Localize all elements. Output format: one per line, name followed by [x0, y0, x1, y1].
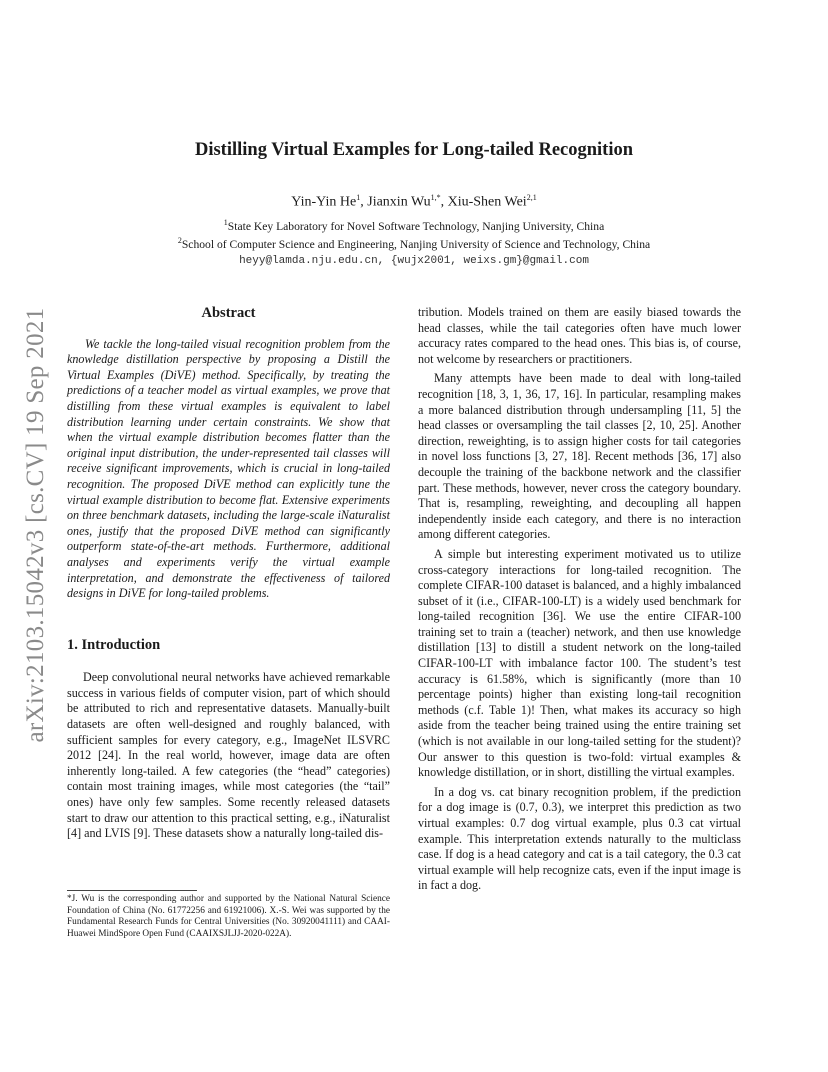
- section-heading-introduction: 1. Introduction: [67, 636, 161, 653]
- author-sup: 1,*: [430, 193, 441, 202]
- footnote: *J. Wu is the corresponding author and supported by the National Natural Science Foundation of China (No. 61772256 and 61921006). X.-S. Wei was supported by the Fundamental Research Funds for Central Universities (No. 30920041111) and CAAI-Huawei MindSpore Open Fund (CAAIXSJLJJ-2020-022A).: [67, 894, 390, 939]
- arxiv-id: arXiv:2103.15042v3 [cs.CV] 19 Sep 2021: [22, 307, 49, 743]
- abstract-heading: Abstract: [201, 305, 256, 321]
- abstract-text: We tackle the long-tailed visual recognition problem from the knowledge distillation perspective by proposing a Distill the Virtual Examples (DiVE) method. Specifically, by treating the predictions of a teacher model as virtual examples, we prove that distilling from these virtual examples is equivalent to label distribution learning under certain constraints. We show that when the virtual example distribution becomes flatter than the original input distribution, the under-represented tail classes will receive significant improvements, which is crucial in long-tailed recognition. The proposed DiVE method can explicitly tune the virtual example distribution to become flat. Extensive experiments on three benchmark datasets, including the large-scale iNaturalist ones, justify that the proposed DiVE method can significantly outperform state-of-the-art methods. Furthermore, additional analyses and experiments verify the virtual example interpretation, and demonstrate the effectiveness of tailored designs in DiVE for long-tailed problems.: [67, 336, 390, 601]
- intro-paragraph: Many attempts have been made to deal with long-tailed recognition [18, 3, 1, 36, 17, 16]. In particular, resampling makes a more balanced distribution through undersampling [11, 5] the head classes or oversampling the tail classes [2, 10, 25]. Another direction, reweighting, is to assign higher costs for tail categories in novel loss functions [3, 27, 18]. Recent methods [36, 17] also decouple the training of the backbone network and the classifier part. These methods, however, never cross the category boundary. That is, resampling, reweighting, and decoupling all happen independently inside each category, and there is no interaction among different categories.: [418, 371, 741, 542]
- author-list: Yin-Yin He$^1$, Jianxin $Wu^{1,*}$, Xiu-Shen Wei$^{2,1}$: [291, 193, 537, 210]
- intro-paragraph: In a dog vs. cat binary recognition problem, if the prediction for a dog image is (0.7, 0.3), we interpret this prediction as two virtual examples: 0.7 dog virtual example, plus 0.3 cat virtual example. This interpretation extends naturally to the multiclass case. If dog is a head category and cat is a tail category, the 0.3 cat virtual example will help recognize cats, even if the input image is in fact a dog.: [418, 784, 741, 893]
- affiliation: [0, 236, 828, 251]
- intro-paragraph: tribution. Models trained on them are easily biased towards the head classes, while the tail categories often have much lower accuracy rates compared to the head ones. This bias is, of course, not welcome by researchers or practitioners.: [418, 305, 741, 366]
- author-sup: 1: [356, 193, 361, 202]
- affiliation-sup: 2: [177, 236, 182, 245]
- footnote-divider: [67, 890, 197, 891]
- left-column: [67, 306, 390, 842]
- arxiv-sidebar-stamp: [16, 290, 56, 760]
- intro-paragraph: A simple but interesting experiment motivated us to utilize cross-category interactions for long-tailed recognition. The complete CIFAR-100 dataset is balanced, and a highly imbalanced subset of it (i.e., CIFAR-100-LT) is a widely used benchmark for long-tailed recognition [36]. We use the entire CIFAR-100 training set to train a (teacher) network, and then use knowledge distillation [13] to distill a student network on the long-tailed CIFAR-100-LT with imbalance factor 100. The student’s test accuracy is 61.58%, which is significantly (more than 10 percentage points) higher than existing long-tail recognition methods (c.f. Table 1)! Then, what makes its accuracy so high aside from the teacher being trained using the entire training set (which is not available in our long-tailed setting for the student)? Our answer to this question is two-fold: virtual examples & knowledge distillation, or in short, distilling the virtual examples.: [418, 546, 741, 780]
- paper-title: Distilling Virtual Examples for Long-tailed Recognition: [194, 140, 634, 160]
- right-column: [418, 305, 741, 894]
- affiliation: [0, 218, 828, 233]
- author-emails: heyy@lamda.nju.edu.cn, {wujx2001, weixs.gm}@gmail.com: [239, 255, 589, 267]
- affiliation-sup: 1: [223, 218, 228, 227]
- author-name: Xiu-Shen Wei: [447, 194, 527, 210]
- author-sup: 2,1: [526, 193, 537, 202]
- affiliation-text: School of Computer Science and Engineering, Nanjing University of Science and Technology, China: [181, 237, 651, 251]
- author-name: Jianxin Wu: [367, 194, 431, 210]
- affiliation-text: State Key Laboratory for Novel Software Technology, Nanjing University, China: [227, 219, 605, 233]
- intro-paragraph: Deep convolutional neural networks have achieved remarkable success in various fields of computer vision, part of which should be attributed to rich and representative datasets. Manually-built datasets are often well-designed and roughly balanced, with sufficient samples for every category, e.g., ImageNet ILSVRC 2012 [24]. In the real world, however, image data are often inherently long-tailed. A few categories (the “head” categories) contain most training images, while most categories (the “tail” ones) have only few samples. Some recently released datasets start to draw our attention to this practical setting, e.g., iNaturalist [4] and LVIS [9]. These datasets show a naturally long-tailed dis-: [67, 670, 390, 841]
- author-name: Yin-Yin He: [291, 194, 357, 210]
